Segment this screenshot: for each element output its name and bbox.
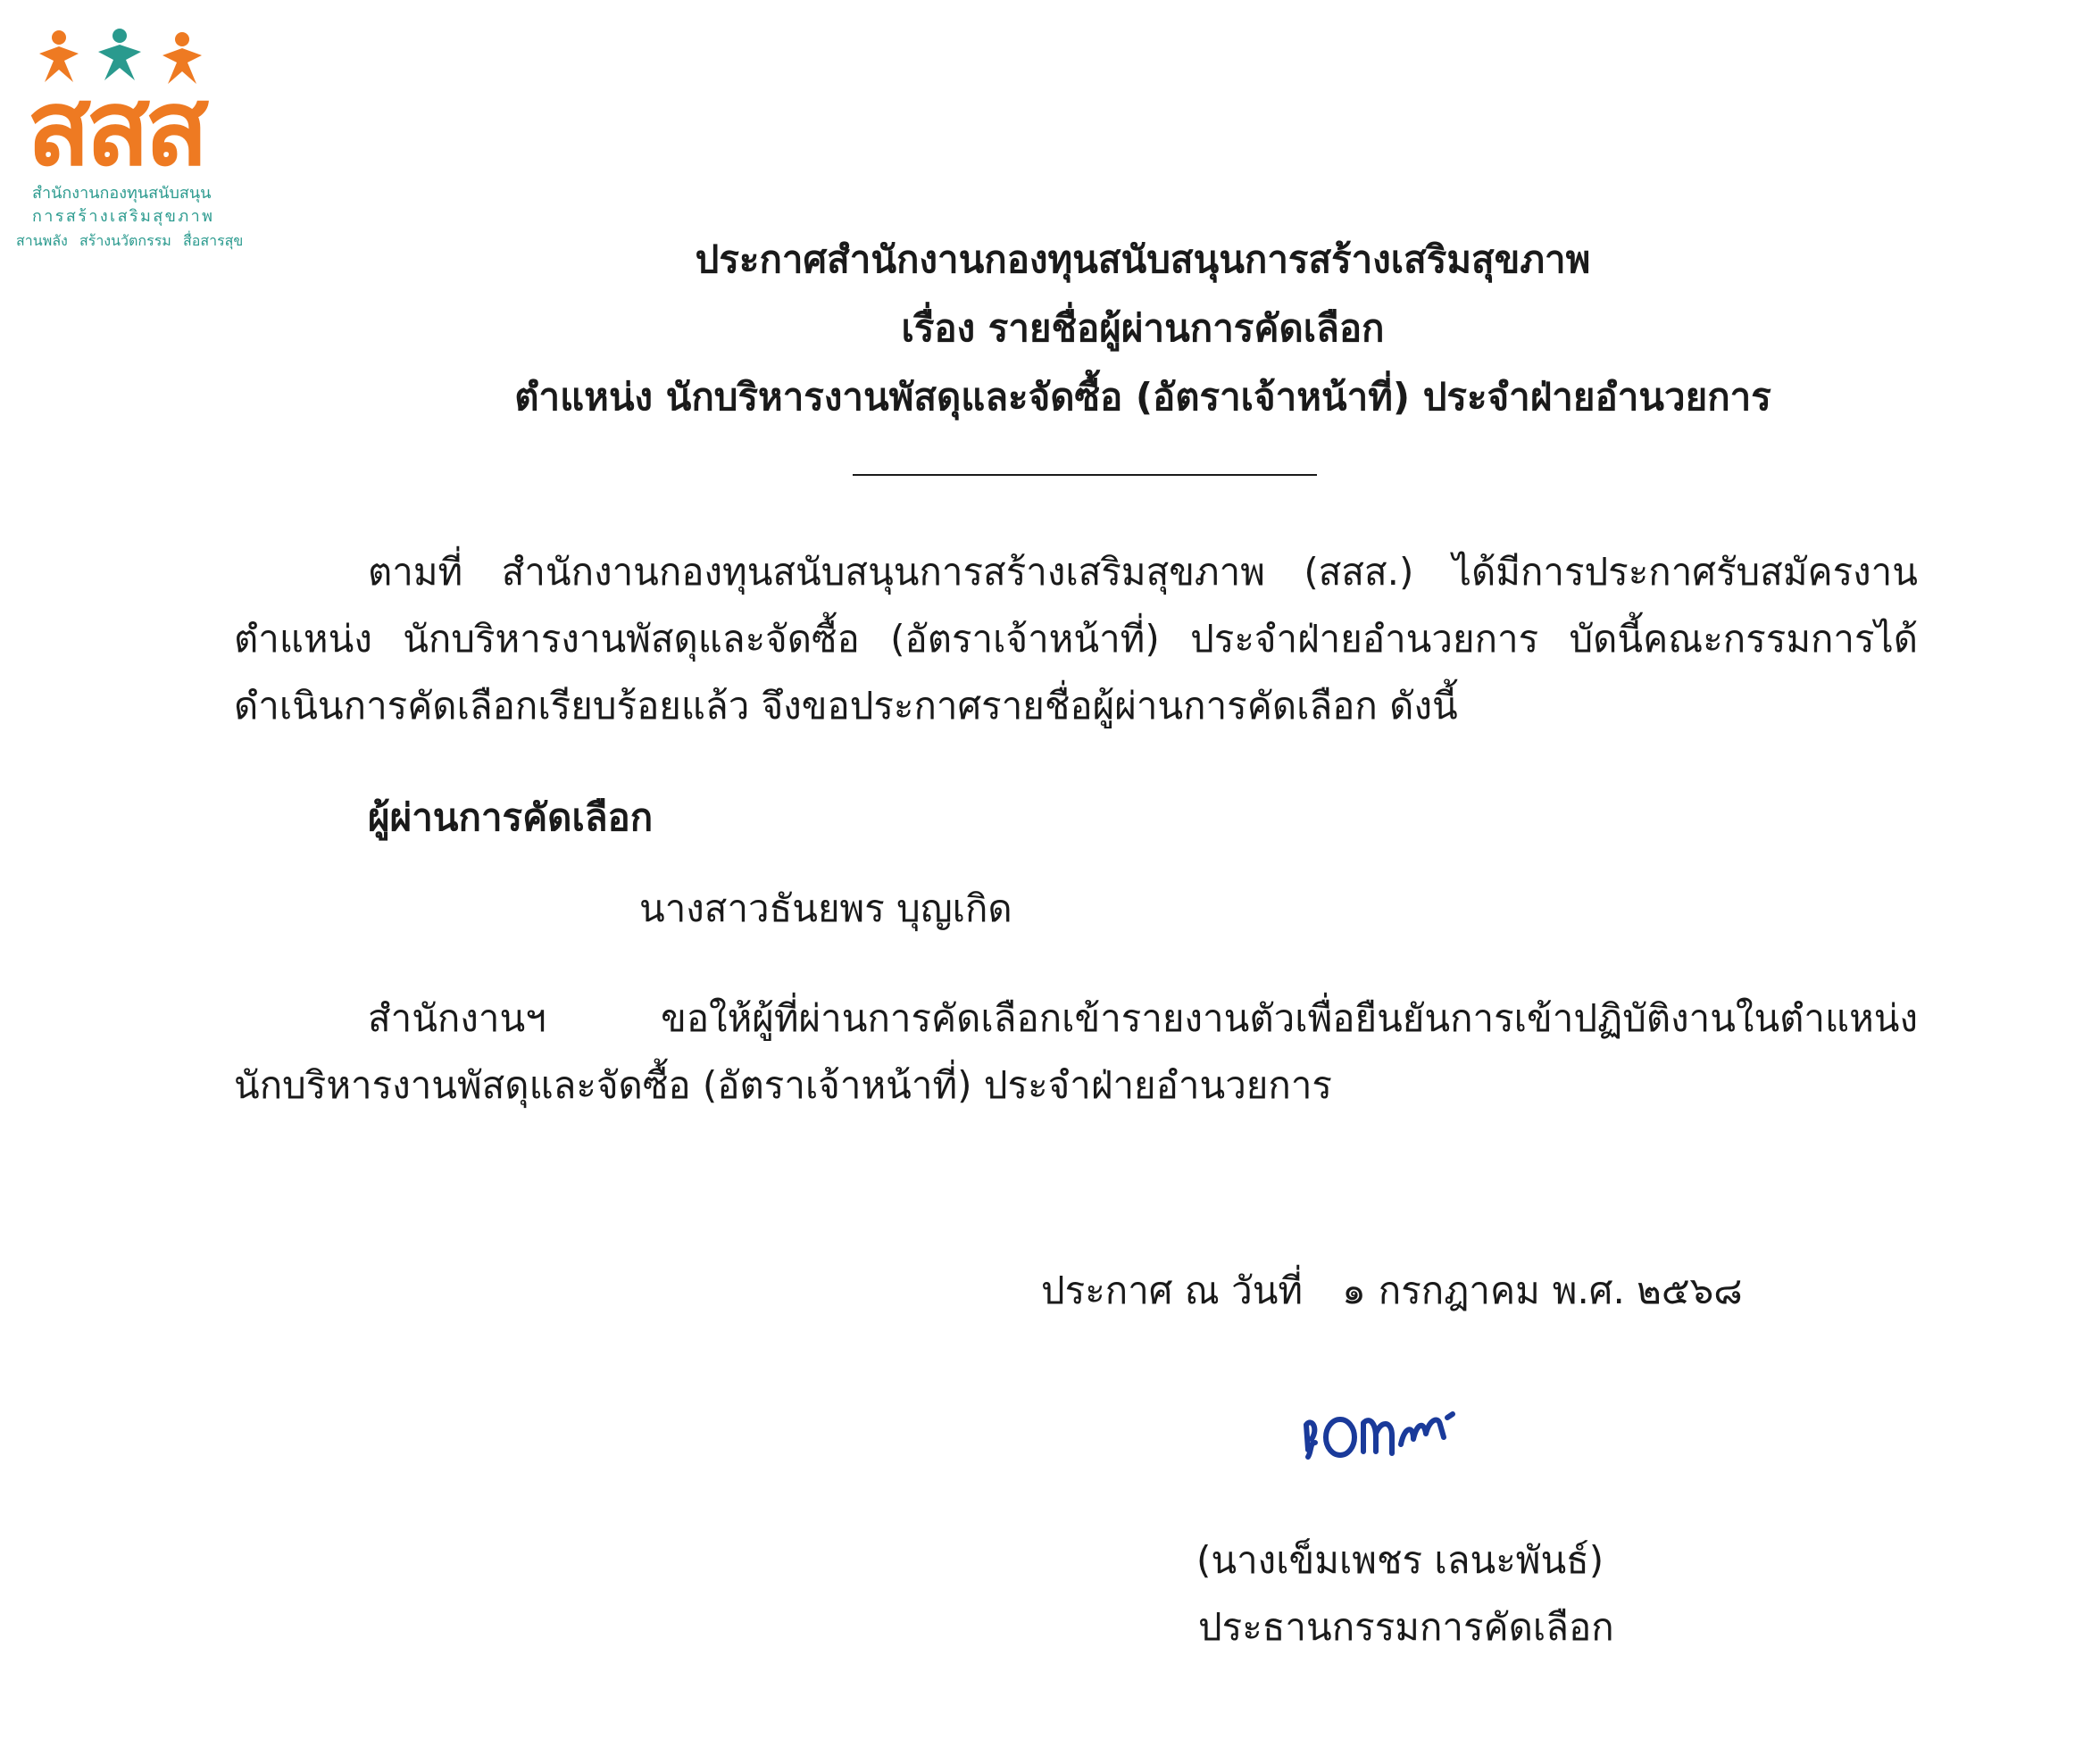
logo-tagline-part: สื่อสารสุข <box>182 232 244 249</box>
date-year: พ.ศ. ๒๕๖๘ <box>1552 1269 1743 1312</box>
thaihealth-logo <box>12 27 289 268</box>
paragraph-word: ได้มีการประกาศรับสมัครงาน <box>1452 550 1918 594</box>
paragraph-word: (สสส.) <box>1304 550 1414 594</box>
announcement-title: ประกาศสำนักงานกองทุนสนับสนุนการสร้างเสริมสุขภาพ <box>695 237 1591 281</box>
logo-tagline <box>16 234 250 248</box>
date-day: ๑ <box>1342 1269 1366 1312</box>
logo-tagline-part: สานพลัง <box>16 232 68 249</box>
paragraph-word: สำนักงานฯ <box>368 996 546 1040</box>
paragraph-word: ตำแหน่ง <box>234 617 372 661</box>
date-prefix: ประกาศ ณ วันที่ <box>1041 1269 1304 1312</box>
paragraph-word: นักบริหารงานพัสดุและจัดซื้อ <box>403 617 860 661</box>
heading-divider <box>853 474 1317 476</box>
handwritten-signature <box>1299 1398 1460 1466</box>
logo-org-line-1: สำนักงานกองทุนสนับสนุน <box>32 184 212 203</box>
passers-heading: ผู้ผ่านการคัดเลือก <box>368 795 654 839</box>
passer-name: นางสาวธันยพร บุญเกิด <box>639 886 1012 930</box>
paragraph-1-line-3: ดำเนินการคัดเลือกเรียบร้อยแล้ว จึงขอประกาศรายชื่อผู้ผ่านการคัดเลือก ดังนี้ <box>234 684 1458 728</box>
logo-org-line-2: การสร้างเสริมสุขภาพ <box>32 207 215 226</box>
logo-wordmark: สสส <box>27 66 204 189</box>
paragraph-1-line-1 <box>368 550 1918 594</box>
paragraph-1-line-2 <box>234 617 1918 661</box>
paragraph-word: ประจำฝ่ายอำนวยการ <box>1190 617 1539 661</box>
signer-title: ประธานกรรมการคัดเลือก <box>1198 1605 1614 1649</box>
logo-tagline-part: สร้างนวัตกรรม <box>79 232 171 249</box>
paragraph-word: สำนักงานกองทุนสนับสนุนการสร้างเสริมสุขภาพ <box>501 550 1265 594</box>
announcement-subject: เรื่อง รายชื่อผู้ผ่านการคัดเลือก <box>901 306 1385 350</box>
paragraph-word: บัดนี้คณะกรรมการได้ <box>1569 617 1918 661</box>
announcement-position: ตำแหน่ง นักบริหารงานพัสดุและจัดซื้อ (อัตราเจ้าหน้าที่) ประจำฝ่ายอำนวยการ <box>514 375 1771 419</box>
paragraph-word: (อัตราเจ้าหน้าที่) <box>890 617 1160 661</box>
paragraph-2-line-2: นักบริหารงานพัสดุและจัดซื้อ (อัตราเจ้าหน้าที่) ประจำฝ่ายอำนวยการ <box>234 1063 1332 1107</box>
announcement-date <box>1041 1269 1755 1312</box>
signer-name: (นางเข็มเพชร เลนะพันธ์) <box>1196 1538 1604 1582</box>
date-month: กรกฎาคม <box>1378 1269 1540 1312</box>
paragraph-word: ขอให้ผู้ที่ผ่านการคัดเลือกเข้ารายงานตัวเพื่อยืนยันการเข้าปฏิบัติงานในตำแหน่ง <box>661 996 1918 1040</box>
paragraph-2-line-1 <box>368 996 1918 1040</box>
paragraph-word: ตามที่ <box>368 550 463 594</box>
